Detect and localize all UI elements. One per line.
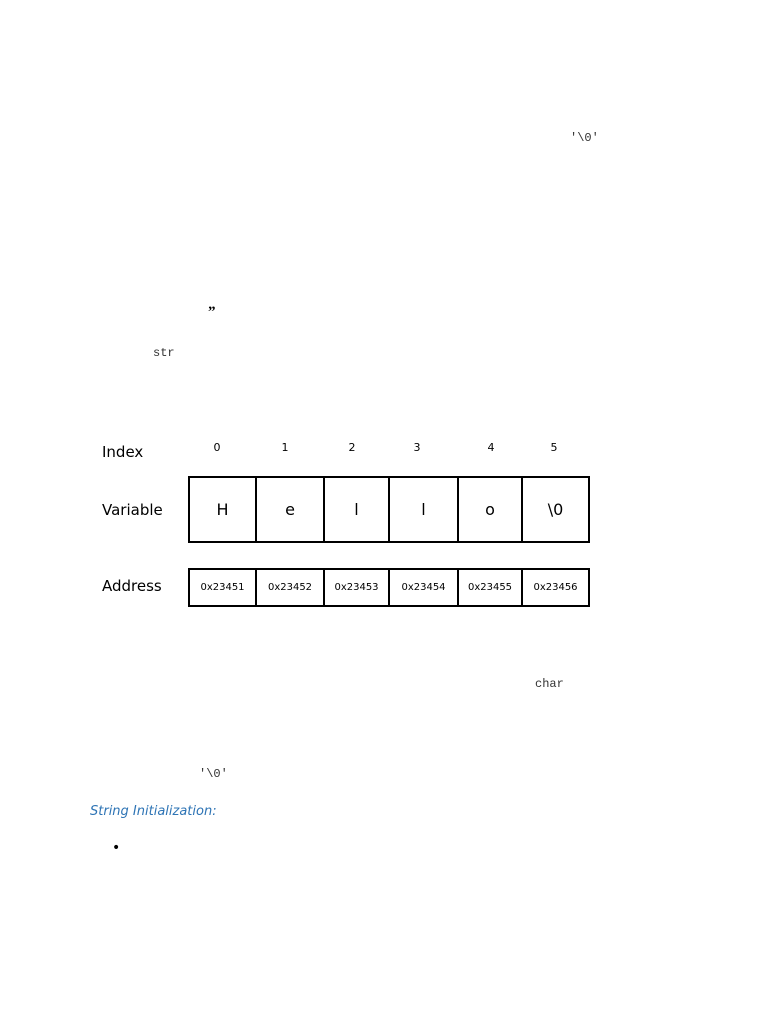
address-cell: 0x23456 [533,582,578,593]
variable-cells-row [188,476,590,543]
variable-cell: H [190,478,257,541]
bullet-point: • [112,840,121,856]
index-row-label: Index [102,443,144,461]
address-cell: 0x23455 [459,570,523,605]
address-cell: 0x23451 [190,570,257,605]
address-cell: 0x23452 [257,570,325,605]
variable-cell: e [257,478,325,541]
null-character-code-top: '\0' [570,131,599,145]
variable-cell: l [325,478,390,541]
address-row-label: Address [102,577,162,595]
index-number: 5 [550,441,558,454]
variable-cell: o [459,478,523,541]
char-type-code: char [535,677,564,691]
address-cell: 0x23453 [325,570,390,605]
address-cell: 0x23454 [390,570,459,605]
variable-cell: \0 [547,500,564,519]
null-character-code-bottom: '\0' [199,767,228,781]
index-number: 1 [281,441,289,454]
index-number: 2 [348,441,356,454]
variable-cell: l [390,478,459,541]
variable-row-label: Variable [102,501,163,519]
index-number: 0 [213,441,221,454]
closing-quote-mark: ” [208,304,216,320]
index-number: 3 [413,441,421,454]
address-cells-row [188,568,590,607]
index-number: 4 [487,441,495,454]
string-initialization-heading: String Initialization: [90,804,217,819]
str-variable-code: str [153,346,175,360]
